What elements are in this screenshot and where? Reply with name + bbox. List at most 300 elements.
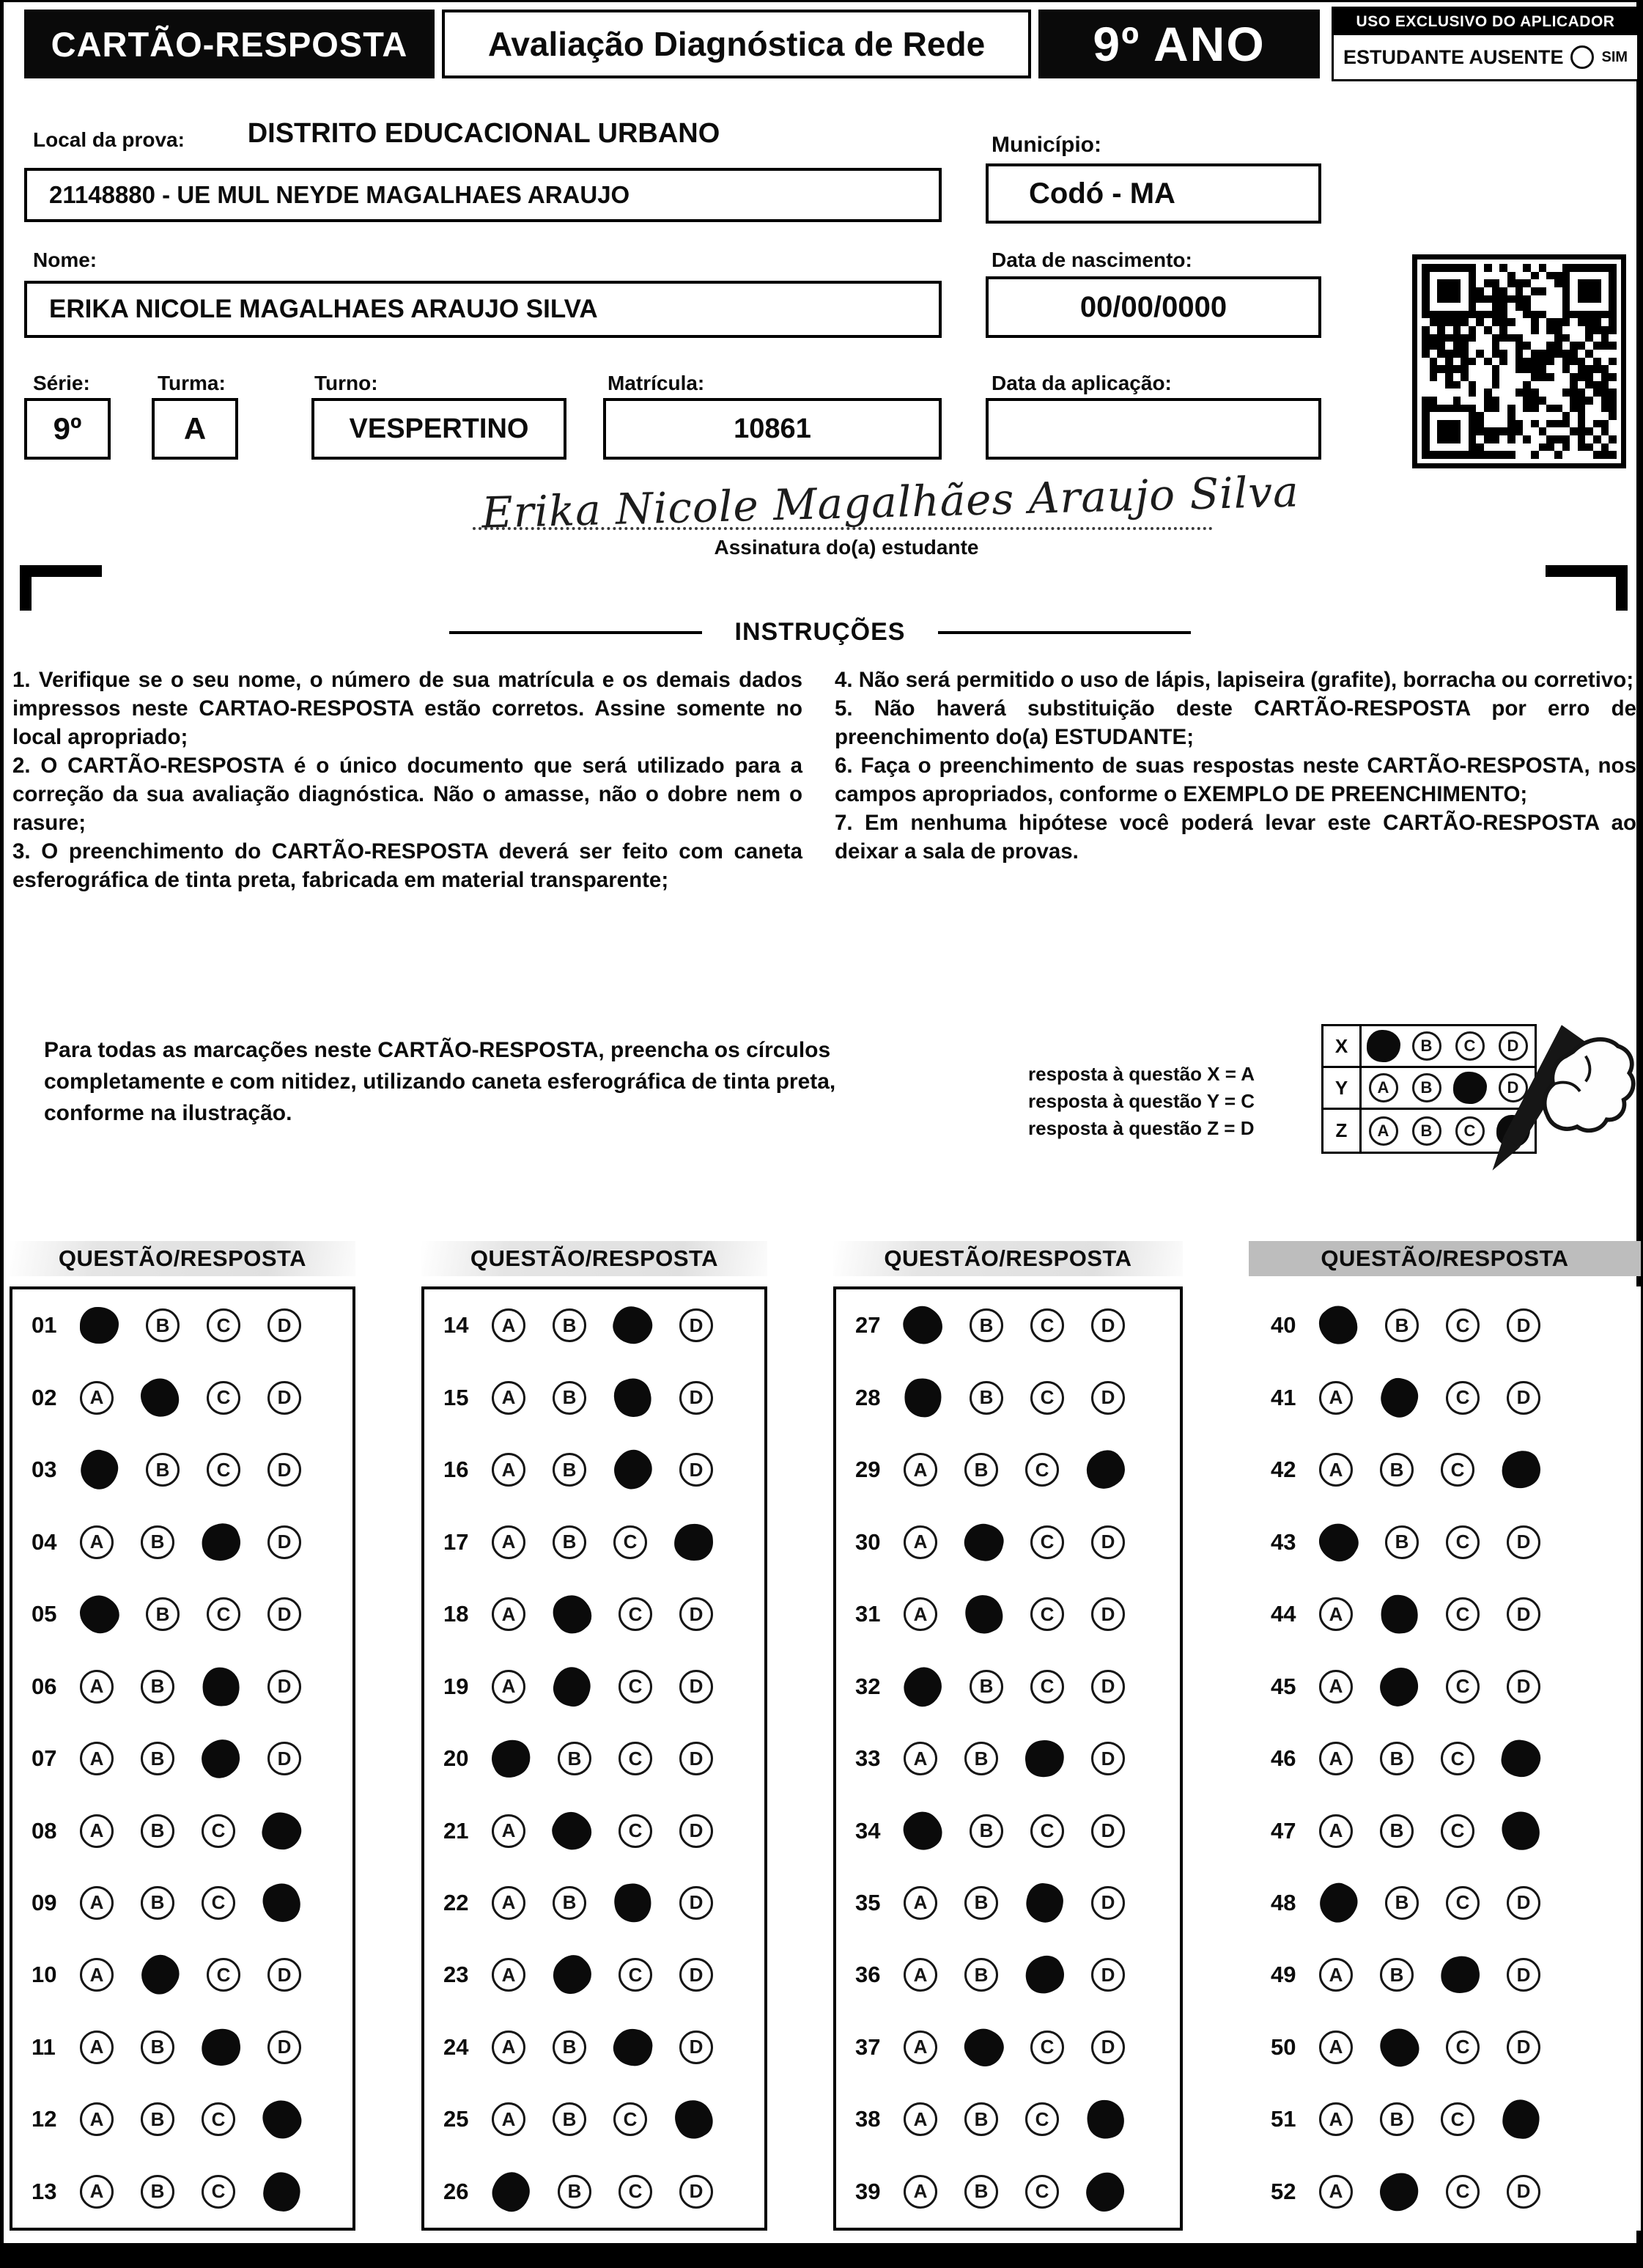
answer-bubble[interactable]: B bbox=[141, 1814, 174, 1848]
answer-bubble[interactable]: D bbox=[1091, 1525, 1125, 1559]
answer-bubble[interactable]: A bbox=[492, 1670, 525, 1704]
answer-bubble-marked[interactable] bbox=[486, 1734, 536, 1783]
answer-bubble[interactable]: B bbox=[1385, 1886, 1419, 1920]
question-number: 22 bbox=[443, 1889, 469, 1915]
question-number: 52 bbox=[1271, 2178, 1296, 2204]
answer-bubble[interactable]: A bbox=[904, 1742, 937, 1775]
answer-bubble[interactable]: B bbox=[553, 1308, 586, 1342]
local-label: Local da prova: bbox=[33, 128, 185, 151]
answer-bubble-marked[interactable] bbox=[609, 1303, 657, 1349]
answer-bubble[interactable]: C bbox=[1441, 2102, 1474, 2136]
answer-bubble-marked[interactable] bbox=[673, 1523, 714, 1562]
answer-bubble[interactable]: D bbox=[1507, 1525, 1540, 1559]
answer-bubble[interactable]: D bbox=[679, 2030, 713, 2064]
answer-bubble[interactable]: A bbox=[492, 1453, 525, 1487]
question-row bbox=[424, 2011, 764, 2083]
question-row bbox=[424, 1723, 764, 1794]
example-row-label: Z bbox=[1323, 1110, 1362, 1152]
answer-bubble[interactable]: C bbox=[202, 1886, 235, 1920]
answer-bubble-marked[interactable] bbox=[1499, 1737, 1543, 1780]
answer-bubble-marked[interactable] bbox=[904, 1377, 942, 1418]
answer-bubble-marked[interactable] bbox=[668, 2094, 720, 2146]
answer-bubble-marked[interactable] bbox=[80, 1307, 119, 1344]
question-row bbox=[836, 2011, 1180, 2083]
answer-bubble[interactable]: A bbox=[1319, 1597, 1353, 1631]
answer-bubble[interactable]: D bbox=[267, 1308, 301, 1342]
answer-bubble[interactable]: A bbox=[1319, 1958, 1353, 1992]
answer-bubble[interactable]: A bbox=[1319, 2175, 1353, 2209]
answer-bubble-marked[interactable] bbox=[196, 1518, 245, 1566]
answer-bubble[interactable]: C bbox=[1446, 1886, 1480, 1920]
answer-bubble[interactable]: B bbox=[558, 1742, 591, 1775]
answer-bubble-marked[interactable] bbox=[545, 1948, 599, 2002]
answer-bubble[interactable]: A bbox=[80, 1381, 114, 1415]
question-number: 51 bbox=[1271, 2106, 1296, 2132]
question-number: 39 bbox=[855, 2178, 881, 2204]
answer-bubble[interactable]: B bbox=[970, 1381, 1003, 1415]
answer-bubble[interactable]: B bbox=[553, 1381, 586, 1415]
answer-bubble-marked[interactable] bbox=[898, 1660, 948, 1712]
instruction-item: 6. Faça o preenchimento de suas respostas neste CARTÃO-RESPOSTA, nos campos apropriados, conforme o EXEMPLO DE PREENCHIMENTO; bbox=[835, 754, 1636, 806]
answer-bubble[interactable]: D bbox=[267, 1958, 301, 1992]
answer-bubble[interactable]: A bbox=[1319, 2030, 1353, 2064]
question-number: 34 bbox=[855, 1817, 881, 1844]
answer-bubble[interactable]: D bbox=[267, 1525, 301, 1559]
nascimento-field: 00/00/0000 bbox=[986, 276, 1321, 338]
answer-bubble[interactable]: A bbox=[80, 2102, 114, 2136]
answer-bubble-marked[interactable] bbox=[1019, 1950, 1071, 2000]
answer-bubble[interactable]: D bbox=[1091, 1814, 1125, 1848]
answer-bubble[interactable]: C bbox=[1441, 1453, 1474, 1487]
answer-bubble-marked[interactable] bbox=[201, 1665, 240, 1707]
answer-bubble[interactable]: C bbox=[1441, 1814, 1474, 1848]
answer-bubble[interactable]: B bbox=[146, 1453, 180, 1487]
answer-bubble[interactable]: D bbox=[1499, 1031, 1528, 1061]
question-row bbox=[424, 1578, 764, 1650]
answer-bubble-marked[interactable] bbox=[607, 1443, 659, 1496]
question-number: 02 bbox=[32, 1384, 57, 1410]
answer-bubble[interactable]: B bbox=[553, 1453, 586, 1487]
answer-bubble[interactable]: D bbox=[679, 1958, 713, 1992]
question-row bbox=[1252, 1434, 1638, 1506]
answer-bubble[interactable]: C bbox=[1030, 2030, 1064, 2064]
answer-bubble-marked[interactable] bbox=[959, 1589, 1008, 1640]
question-number: 13 bbox=[32, 2178, 57, 2204]
answer-bubble-marked[interactable] bbox=[609, 1373, 657, 1422]
answer-bubble[interactable]: A bbox=[904, 1597, 937, 1631]
answer-bubble[interactable]: B bbox=[141, 2030, 174, 2064]
question-row bbox=[424, 1434, 764, 1506]
answer-bubble[interactable]: C bbox=[1025, 2175, 1059, 2209]
answer-bubble-marked[interactable] bbox=[896, 1804, 950, 1858]
answer-bubble[interactable]: C bbox=[207, 1308, 240, 1342]
answer-bubble[interactable]: A bbox=[904, 1886, 937, 1920]
instruction-item: 3. O preenchimento do CARTÃO-RESPOSTA deverá ser feito com caneta esferográfica de tinta preta, fabricada em material transparente; bbox=[12, 839, 802, 892]
question-row bbox=[1252, 2156, 1638, 2228]
answer-bubble[interactable]: D bbox=[1091, 1742, 1125, 1775]
answer-bubble[interactable]: B bbox=[1412, 1073, 1441, 1102]
answer-bubble[interactable]: A bbox=[492, 1308, 525, 1342]
answer-bubble[interactable]: B bbox=[141, 1742, 174, 1775]
question-number: 48 bbox=[1271, 1889, 1296, 1915]
answer-bubble[interactable]: A bbox=[1319, 1453, 1353, 1487]
answer-column-header: QUESTÃO/RESPOSTA bbox=[421, 1241, 767, 1276]
answer-bubble[interactable]: D bbox=[1091, 2030, 1125, 2064]
answer-bubble-marked[interactable] bbox=[1496, 1805, 1546, 1856]
answer-bubble[interactable]: A bbox=[492, 1814, 525, 1848]
answer-bubble-marked[interactable] bbox=[1373, 2021, 1426, 2074]
answer-bubble[interactable]: B bbox=[1380, 2102, 1414, 2136]
answer-bubble[interactable]: D bbox=[679, 1670, 713, 1704]
answer-bubble[interactable]: C bbox=[1446, 1381, 1480, 1415]
answer-bubble[interactable]: A bbox=[492, 2030, 525, 2064]
answer-bubble[interactable]: D bbox=[679, 1453, 713, 1487]
question-row bbox=[836, 1867, 1180, 1939]
answer-bubble-marked[interactable] bbox=[256, 1877, 306, 1929]
answer-bubble-marked[interactable] bbox=[1377, 1374, 1422, 1421]
answer-bubble[interactable]: B bbox=[141, 1886, 174, 1920]
answer-bubble[interactable]: C bbox=[1446, 1525, 1480, 1559]
question-number: 15 bbox=[443, 1384, 469, 1410]
answer-bubble[interactable]: C bbox=[1446, 1670, 1480, 1704]
answer-bubble-marked[interactable] bbox=[255, 2093, 309, 2146]
aplicacao-field[interactable] bbox=[986, 398, 1321, 460]
answer-bubble[interactable]: C bbox=[1030, 1381, 1064, 1415]
question-number: 16 bbox=[443, 1457, 469, 1483]
question-row bbox=[1252, 2083, 1638, 2155]
answer-bubble-marked[interactable] bbox=[1083, 2096, 1128, 2143]
instruction-item: 7. Em nenhuma hipótese você poderá levar este CARTÃO-RESPOSTA ao deixar a sala de provas. bbox=[835, 811, 1636, 864]
answer-bubble[interactable]: C bbox=[619, 1597, 652, 1631]
answer-bubble[interactable]: B bbox=[553, 2030, 586, 2064]
answer-bubble[interactable]: D bbox=[1091, 1308, 1125, 1342]
answer-bubble-marked[interactable] bbox=[76, 1446, 122, 1494]
answer-bubble[interactable]: D bbox=[1091, 1670, 1125, 1704]
answer-bubble[interactable]: D bbox=[1507, 2175, 1540, 2209]
answer-bubble-marked[interactable] bbox=[1496, 1446, 1546, 1495]
answer-bubble[interactable]: C bbox=[619, 1814, 652, 1848]
answer-bubble[interactable]: D bbox=[679, 1308, 713, 1342]
answer-bubble[interactable]: D bbox=[1091, 1886, 1125, 1920]
answer-bubble[interactable]: C bbox=[207, 1597, 240, 1631]
answer-bubble-marked[interactable] bbox=[194, 1732, 248, 1786]
answer-bubble[interactable]: A bbox=[904, 1453, 937, 1487]
turno-field: VESPERTINO bbox=[311, 398, 566, 460]
answer-bubble[interactable]: B bbox=[964, 1886, 998, 1920]
question-number: 41 bbox=[1271, 1384, 1296, 1410]
question-number: 14 bbox=[443, 1312, 469, 1339]
example-row-label: X bbox=[1323, 1026, 1362, 1066]
answer-bubble-marked[interactable] bbox=[961, 1520, 1007, 1564]
answer-bubble[interactable]: A bbox=[492, 1525, 525, 1559]
question-row bbox=[836, 1650, 1180, 1722]
answer-bubble[interactable]: C bbox=[1446, 1597, 1480, 1631]
answer-bubble[interactable]: C bbox=[1030, 1814, 1064, 1848]
answer-bubble[interactable]: A bbox=[1319, 1814, 1353, 1848]
question-row bbox=[424, 1650, 764, 1722]
answer-bubble[interactable]: D bbox=[1091, 1958, 1125, 1992]
question-row bbox=[836, 1723, 1180, 1794]
answer-bubble-marked[interactable] bbox=[897, 1300, 950, 1352]
aplicador-box bbox=[1332, 7, 1639, 81]
answer-bubble[interactable]: A bbox=[80, 2030, 114, 2064]
answer-bubble[interactable]: B bbox=[1380, 1742, 1414, 1775]
question-number: 29 bbox=[855, 1457, 881, 1483]
answer-bubble[interactable]: D bbox=[1507, 1958, 1540, 1992]
instruction-item: 5. Não haverá substituição deste CARTÃO-RESPOSTA por erro de preenchimento do(a) ESTUDANTE; bbox=[835, 696, 1636, 749]
answer-columns bbox=[10, 1241, 1641, 2231]
answer-bubble-marked[interactable] bbox=[1373, 1660, 1426, 1713]
answer-bubble[interactable]: C bbox=[613, 2102, 647, 2136]
answer-grid bbox=[833, 1286, 1183, 2231]
answer-bubble-marked[interactable] bbox=[259, 1809, 305, 1852]
answer-bubble[interactable]: A bbox=[80, 1742, 114, 1775]
answer-bubble[interactable]: B bbox=[964, 2102, 998, 2136]
answer-bubble[interactable]: B bbox=[964, 1742, 998, 1775]
answer-bubble[interactable]: C bbox=[1030, 1525, 1064, 1559]
answer-bubble[interactable]: C bbox=[207, 1381, 240, 1415]
answer-bubble[interactable]: C bbox=[202, 2102, 235, 2136]
answer-bubble[interactable]: B bbox=[1380, 1453, 1414, 1487]
answer-bubble[interactable]: C bbox=[619, 1742, 652, 1775]
answer-bubble[interactable]: A bbox=[1369, 1116, 1398, 1146]
answer-bubble-marked[interactable] bbox=[545, 1588, 599, 1641]
question-number: 40 bbox=[1271, 1312, 1296, 1339]
question-row bbox=[12, 1650, 352, 1722]
answer-bubble-marked[interactable] bbox=[1373, 2165, 1426, 2217]
answer-bubble[interactable]: D bbox=[267, 1597, 301, 1631]
answer-bubble[interactable]: A bbox=[1319, 1670, 1353, 1704]
answer-bubble[interactable]: C bbox=[1455, 1116, 1485, 1146]
answer-bubble[interactable]: D bbox=[1499, 1073, 1528, 1102]
answer-bubble[interactable]: B bbox=[1412, 1116, 1441, 1146]
question-row bbox=[424, 1506, 764, 1577]
answer-bubble-marked[interactable] bbox=[1453, 1072, 1487, 1104]
answer-bubble[interactable]: A bbox=[1319, 2102, 1353, 2136]
question-row bbox=[12, 1578, 352, 1650]
answer-bubble[interactable]: A bbox=[80, 1814, 114, 1848]
answer-grid bbox=[10, 1286, 355, 2231]
answer-bubble[interactable]: B bbox=[1385, 1525, 1419, 1559]
answer-bubble-marked[interactable] bbox=[1312, 1517, 1365, 1568]
municipio-label: Município: bbox=[992, 133, 1101, 157]
answer-bubble[interactable]: A bbox=[80, 1670, 114, 1704]
answer-bubble-marked[interactable] bbox=[612, 1881, 654, 1925]
answer-bubble[interactable]: A bbox=[492, 1597, 525, 1631]
question-number: 12 bbox=[32, 2106, 57, 2132]
answer-bubble[interactable]: C bbox=[1025, 1453, 1059, 1487]
answer-bubble[interactable]: B bbox=[964, 1958, 998, 1992]
answer-bubble[interactable]: B bbox=[970, 1814, 1003, 1848]
answer-bubble[interactable]: C bbox=[613, 1525, 647, 1559]
question-row bbox=[836, 1794, 1180, 1866]
answer-bubble[interactable]: B bbox=[970, 1308, 1003, 1342]
absent-option-circle[interactable] bbox=[1570, 45, 1594, 69]
question-row bbox=[424, 2083, 764, 2155]
answer-bubble-marked[interactable] bbox=[73, 1588, 125, 1640]
answer-bubble-marked[interactable] bbox=[959, 2022, 1009, 2072]
question-row bbox=[1252, 1867, 1638, 1939]
question-number: 46 bbox=[1271, 1745, 1296, 1772]
answer-bubble[interactable]: C bbox=[1030, 1597, 1064, 1631]
answer-bubble[interactable]: B bbox=[1380, 1958, 1414, 1992]
answer-bubble-marked[interactable] bbox=[1023, 1738, 1066, 1780]
example-text: Para todas as marcações neste CARTÃO-RESPOSTA, preencha os círculos completamente e com nitidez, utilizando caneta esferográfica de tinta preta, conforme na ilustração. bbox=[44, 1038, 836, 1125]
answer-bubble[interactable]: B bbox=[964, 2175, 998, 2209]
answer-bubble[interactable]: B bbox=[970, 1670, 1003, 1704]
answer-bubble[interactable]: C bbox=[202, 1814, 235, 1848]
answer-bubble[interactable]: C bbox=[207, 1453, 240, 1487]
question-row bbox=[12, 1506, 352, 1577]
answer-bubble[interactable]: A bbox=[80, 1525, 114, 1559]
question-number: 11 bbox=[32, 2033, 56, 2060]
absent-label: ESTUDANTE AUSENTE bbox=[1343, 45, 1564, 68]
answer-bubble[interactable]: B bbox=[141, 1525, 174, 1559]
answer-bubble-marked[interactable] bbox=[487, 2167, 536, 2217]
answer-bubble[interactable]: B bbox=[146, 1597, 180, 1631]
answer-bubble-marked[interactable] bbox=[135, 1949, 185, 2000]
instruction-item: 1. Verifique se o seu nome, o número de sua matrícula e os demais dados impressos neste CARTAO-RESPOSTA estão corretos. Assine somente no local apropriado; bbox=[12, 668, 802, 749]
answer-bubble[interactable]: A bbox=[80, 1886, 114, 1920]
answer-bubble[interactable]: B bbox=[1385, 1308, 1419, 1342]
answer-bubble[interactable]: B bbox=[141, 2102, 174, 2136]
answer-bubble[interactable]: C bbox=[1446, 1308, 1480, 1342]
answer-bubble[interactable]: D bbox=[1507, 1597, 1540, 1631]
answer-bubble[interactable]: A bbox=[904, 2175, 937, 2209]
answer-column bbox=[421, 1241, 767, 2231]
answer-bubble[interactable]: A bbox=[80, 1958, 114, 1992]
answer-column bbox=[1249, 1241, 1641, 2231]
answer-bubble-marked[interactable] bbox=[546, 1805, 597, 1856]
question-number: 10 bbox=[32, 1962, 57, 1988]
nascimento-label: Data de nascimento: bbox=[992, 248, 1192, 271]
answer-bubble[interactable]: C bbox=[1025, 2102, 1059, 2136]
answer-bubble[interactable]: A bbox=[904, 1525, 937, 1559]
answer-bubble[interactable]: C bbox=[619, 1958, 652, 1992]
answer-bubble-marked[interactable] bbox=[550, 1663, 594, 1709]
question-number: 07 bbox=[32, 1745, 57, 1772]
answer-bubble[interactable]: C bbox=[1455, 1031, 1485, 1061]
answer-bubble[interactable]: A bbox=[492, 1958, 525, 1992]
question-number: 23 bbox=[443, 1962, 469, 1988]
question-number: 37 bbox=[855, 2033, 881, 2060]
answer-bubble[interactable]: A bbox=[904, 2030, 937, 2064]
question-number: 30 bbox=[855, 1528, 881, 1555]
answer-bubble[interactable]: D bbox=[1091, 1381, 1125, 1415]
answer-bubble[interactable]: A bbox=[904, 2102, 937, 2136]
answer-bubble[interactable]: B bbox=[1412, 1031, 1441, 1061]
answer-bubble[interactable]: B bbox=[558, 2175, 591, 2209]
answer-bubble[interactable]: B bbox=[553, 1525, 586, 1559]
answer-bubble[interactable]: C bbox=[619, 1670, 652, 1704]
answer-bubble[interactable]: D bbox=[679, 1742, 713, 1775]
answer-bubble[interactable]: B bbox=[1380, 1814, 1414, 1848]
question-row bbox=[836, 1289, 1180, 1361]
answer-bubble-marked[interactable] bbox=[199, 2026, 243, 2069]
answer-bubble-marked[interactable] bbox=[1079, 2165, 1131, 2218]
answer-bubble-marked[interactable] bbox=[1024, 1881, 1066, 1924]
answer-bubble-marked[interactable] bbox=[611, 2027, 654, 2068]
answer-bubble[interactable]: A bbox=[492, 1886, 525, 1920]
example-legend-line: resposta à questão Y = C bbox=[1028, 1090, 1255, 1112]
question-row bbox=[12, 2011, 352, 2083]
answer-bubble[interactable]: D bbox=[267, 1670, 301, 1704]
answer-bubble[interactable]: C bbox=[619, 2175, 652, 2209]
answer-bubble[interactable]: A bbox=[80, 2175, 114, 2209]
question-number: 20 bbox=[443, 1745, 469, 1772]
turno-label: Turno: bbox=[314, 372, 378, 394]
bottom-scan-bar bbox=[0, 2243, 1643, 2268]
answer-bubble-marked[interactable] bbox=[1437, 1953, 1483, 1997]
answer-bubble[interactable]: A bbox=[1369, 1073, 1398, 1102]
answer-bubble[interactable]: D bbox=[1507, 1886, 1540, 1920]
answer-bubble[interactable]: D bbox=[1507, 1670, 1540, 1704]
answer-bubble[interactable]: B bbox=[553, 1886, 586, 1920]
answer-bubble[interactable]: C bbox=[1446, 2030, 1480, 2064]
answer-bubble[interactable]: D bbox=[679, 1886, 713, 1920]
question-number: 44 bbox=[1271, 1601, 1296, 1627]
answer-bubble-marked[interactable] bbox=[1079, 1443, 1132, 1496]
answer-bubble-marked[interactable] bbox=[1314, 1877, 1364, 1928]
answer-bubble[interactable]: D bbox=[267, 1742, 301, 1775]
answer-bubble[interactable]: B bbox=[553, 2102, 586, 2136]
answer-bubble[interactable]: D bbox=[267, 1453, 301, 1487]
answer-bubble[interactable]: B bbox=[146, 1308, 180, 1342]
question-number: 21 bbox=[443, 1817, 469, 1844]
answer-bubble[interactable]: A bbox=[492, 2102, 525, 2136]
answer-bubble[interactable]: D bbox=[267, 2030, 301, 2064]
question-row bbox=[1252, 1289, 1638, 1361]
answer-bubble[interactable]: B bbox=[141, 1670, 174, 1704]
question-number: 45 bbox=[1271, 1673, 1296, 1699]
answer-bubble[interactable]: A bbox=[492, 1381, 525, 1415]
answer-bubble[interactable]: D bbox=[267, 1381, 301, 1415]
question-row bbox=[12, 1723, 352, 1794]
answer-bubble[interactable]: B bbox=[964, 1453, 998, 1487]
question-number: 19 bbox=[443, 1673, 469, 1699]
answer-bubble[interactable]: D bbox=[1507, 2030, 1540, 2064]
answer-bubble[interactable]: D bbox=[679, 1814, 713, 1848]
answer-bubble-marked[interactable] bbox=[1367, 1030, 1400, 1062]
answer-bubble-marked[interactable] bbox=[262, 2171, 302, 2213]
answer-bubble[interactable]: D bbox=[1507, 1308, 1540, 1342]
answer-bubble[interactable]: C bbox=[1030, 1670, 1064, 1704]
answer-bubble-marked[interactable] bbox=[1312, 1299, 1365, 1352]
answer-bubble[interactable]: C bbox=[1446, 2175, 1480, 2209]
question-number: 32 bbox=[855, 1673, 881, 1699]
divider-right bbox=[938, 631, 1191, 634]
question-row bbox=[1252, 1723, 1638, 1794]
answer-bubble[interactable]: C bbox=[1030, 1308, 1064, 1342]
answer-bubble-marked[interactable] bbox=[1378, 1593, 1419, 1636]
answer-bubble[interactable]: D bbox=[1507, 1381, 1540, 1415]
answer-bubble[interactable]: A bbox=[904, 1958, 937, 1992]
answer-bubble[interactable]: C bbox=[207, 1958, 240, 1992]
answer-bubble[interactable]: C bbox=[202, 2175, 235, 2209]
answer-bubble[interactable]: A bbox=[1319, 1381, 1353, 1415]
answer-column-header: QUESTÃO/RESPOSTA bbox=[1249, 1241, 1641, 1276]
answer-bubble[interactable]: B bbox=[141, 2175, 174, 2209]
answer-bubble[interactable]: A bbox=[1319, 1742, 1353, 1775]
answer-bubble[interactable]: C bbox=[1441, 1742, 1474, 1775]
answer-bubble-marked[interactable] bbox=[1502, 2099, 1541, 2140]
answer-bubble-marked[interactable] bbox=[134, 1371, 187, 1424]
answer-bubble[interactable]: D bbox=[679, 2175, 713, 2209]
question-number: 43 bbox=[1271, 1528, 1296, 1555]
answer-bubble[interactable]: D bbox=[679, 1597, 713, 1631]
answer-bubble[interactable]: D bbox=[679, 1381, 713, 1415]
answer-bubble[interactable]: D bbox=[1091, 1597, 1125, 1631]
